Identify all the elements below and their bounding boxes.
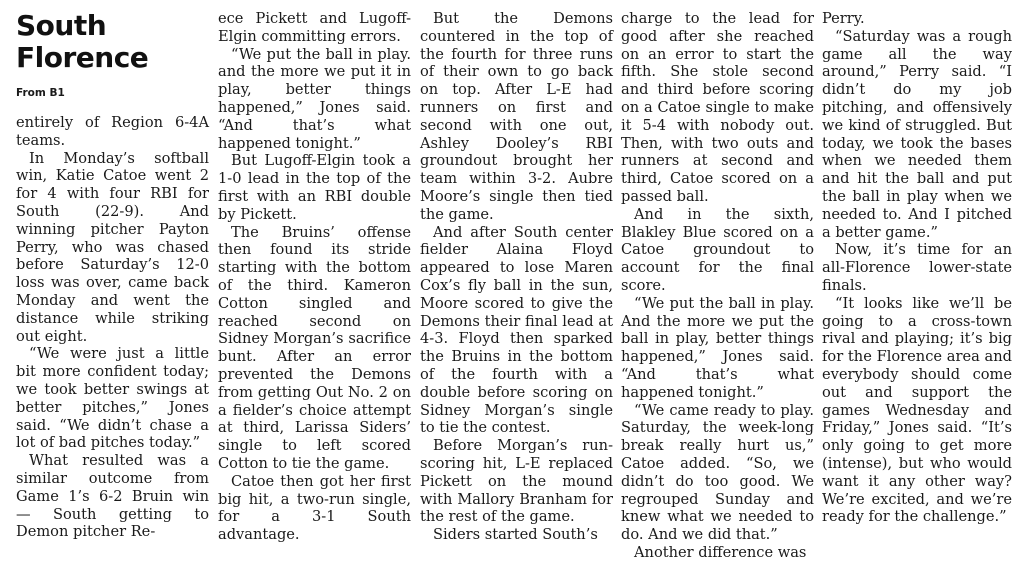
paragraph: Siders started South’s — [433, 526, 598, 544]
paragraph: The Bruins’ offense then found its stride starting with the bottom of the third. Kameron Cotton singled and reached second on Sidney Morgan’s sacrifice bunt. After an error prevented the Demons from getting Out No. 2 on a fielder’s choice attempt at third, Larissa Siders’ single to left scored Cotton to tie the game. — [218, 223, 411, 472]
paragraph: entirely of Region 6-4A teams. — [16, 114, 209, 149]
paragraph: But the Demons countered in the top of the fourth for three runs of their own to go back on top. After L-E had runners on first and second with one out, Ashley Dooley’s RBI groundout brought her team within 3-2. Aubre Moore’s single then tied the game. — [420, 10, 613, 223]
column-1 — [16, 10, 209, 541]
paragraph: But Lugoff-Elgin took a 1-0 lead in the top of the first with an RBI double by Pickett. — [218, 152, 411, 223]
paragraph: Another difference was — [634, 543, 807, 561]
headline-line-2: Florence — [16, 41, 149, 74]
headline-line-1: South — [16, 9, 107, 42]
column-3 — [420, 10, 613, 544]
column-5 — [822, 10, 1012, 526]
paragraph: And in the sixth, Blakley Blue scored on a Catoe groundout to account for the final score. — [621, 205, 814, 294]
paragraph: “We put the ball in play. And the more we put the ball in play, better things happened,” Jones said. “And that’s what happened tonight.” — [621, 294, 814, 401]
paragraph: ece Pickett and Lugoff-Elgin committing errors. — [218, 10, 411, 45]
column-4 — [621, 10, 814, 562]
column-2 — [218, 10, 411, 544]
paragraph: “We were just a little bit more confident today; we took better swings at better pitches,” Jones said. “We didn’t chase a lot of bad pitches today.” — [16, 345, 209, 452]
paragraph: And after South center fielder Alaina Floyd appeared to lose Maren Cox’s fly ball in the sun, Moore scored to give the Demons their final lead at 4-3. Floyd then sparked the Bruins in the bottom of the fourth with a double before scoring on Sidney Morgan’s single to tie the contest. — [420, 223, 613, 437]
paragraph: Before Morgan’s run-scoring hit, L-E replaced Pickett on the mound with Mallory Branham for the rest of the game. — [420, 437, 613, 526]
paragraph: What resulted was a similar outcome from Game 1’s 6-2 Bruin win — South getting to Demon pitcher Re- — [16, 452, 209, 541]
paragraph: Perry. — [822, 10, 865, 27]
paragraph: charge to the lead for good after she reached on an error to start the fifth. She stole second and third before scoring on a Catoe single to make it 5-4 with nobody out. Then, with two outs and runners at second and third, Catoe scored on a passed ball. — [621, 10, 814, 205]
headline — [16, 10, 209, 74]
paragraph: “We put the ball in play. and the more we put it in play, better things happened,” Jones said. “And that’s what happened tonight.” — [218, 45, 411, 152]
paragraph: “Saturday was a rough game all the way around,” Perry said. “I didn’t do my job pitching, and offensively we kind of struggled. But today, we took the bases when we needed them and hit the ball and put the ball in play when we needed to. And I pitched a better game.” — [822, 27, 1012, 241]
paragraph: Now, it’s time for an all-Florence lower-state finals. — [822, 241, 1012, 294]
paragraph: “We came ready to play. Saturday, the week-long break really hurt us,” Catoe added. “So, we didn’t do too good. We regrouped Sunday and knew what we needed to do. And we did that.” — [621, 401, 814, 544]
paragraph: “It looks like we’ll be going to a cross-town rival and playing; it’s big for the Florence area and everybody should come out and support the games Wednesday and Friday,” Jones said. “It’s only going to get more (intense), but who would want it any other way? We’re excited, and we’re ready for the challenge.” — [822, 294, 1012, 526]
jump-line: From B1 — [16, 87, 65, 99]
paragraph: Catoe then got her first big hit, a two-run single, for a 3-1 South advantage. — [218, 472, 411, 544]
paragraph: In Monday’s softball win, Katie Catoe went 2 for 4 with four RBI for South (22-9). And winning pitcher Payton Perry, who was chased before Saturday’s 12-0 loss was over, came back Monday and went the distance while striking out eight. — [16, 149, 209, 345]
